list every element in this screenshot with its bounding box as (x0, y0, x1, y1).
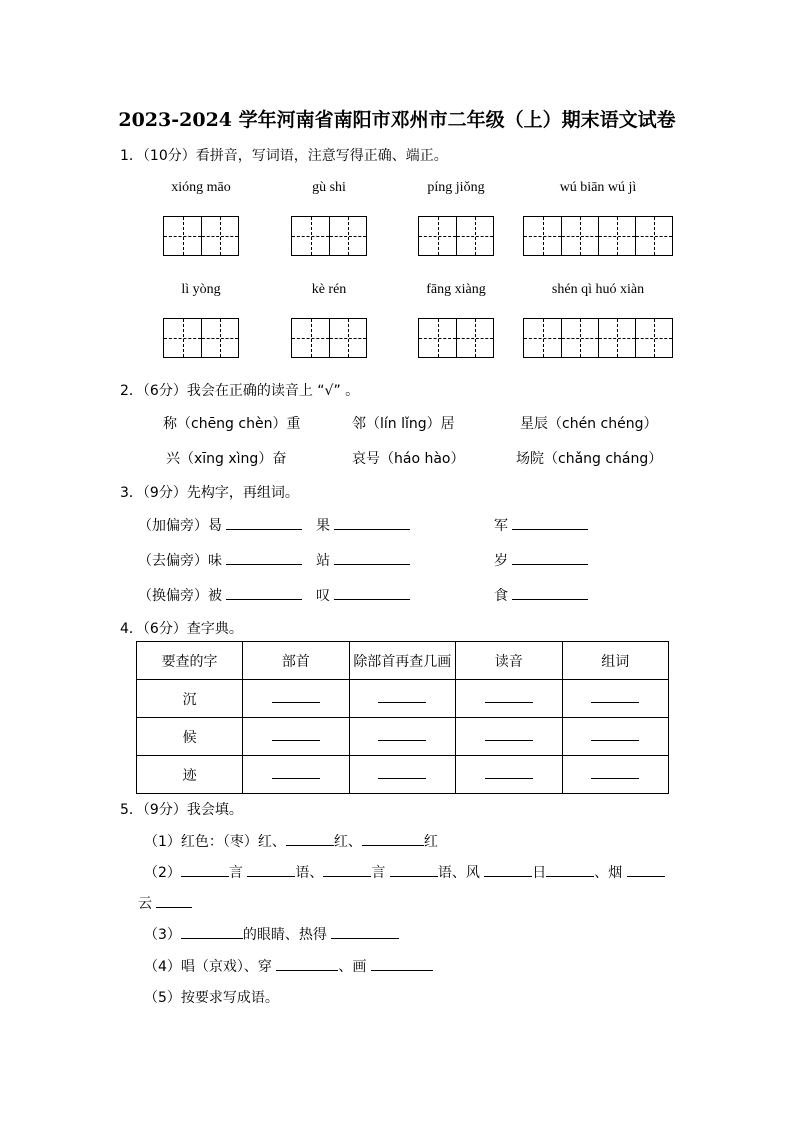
table-char: 沉 (137, 680, 243, 718)
answer-blank[interactable] (349, 756, 455, 794)
question-3-prompt: 3．（9分）先构字，再组词。 (120, 485, 299, 501)
radical-row-1-mid: 果 (316, 515, 410, 535)
fill-line-2: （2） 言 语、 言 语、风 日 、烟 (144, 862, 665, 882)
writing-grid-8[interactable] (523, 318, 673, 358)
table-header: 除部首再查几画 (349, 642, 455, 680)
pinyin-3: píng jiǒng (427, 180, 485, 195)
radical-row-2-label: （去偏旁）味 (138, 550, 302, 570)
radical-row-3-right: 食 (494, 585, 588, 605)
table-char: 迹 (137, 756, 243, 794)
pinyin-6: kè rén (311, 282, 347, 297)
radical-row-3-label: （换偏旁）被 (138, 585, 302, 605)
writing-grid-5[interactable] (163, 318, 239, 358)
answer-blank[interactable] (349, 718, 455, 756)
table-row (137, 718, 669, 756)
answer-blank[interactable] (562, 718, 669, 756)
table-header-row (137, 642, 669, 680)
writing-grid-4[interactable] (523, 216, 673, 256)
pronunciation-item[interactable]: 场院（chǎng cháng） (516, 451, 663, 467)
pinyin-5: lì yòng (181, 282, 221, 297)
pinyin-1: xióng māo (171, 180, 231, 195)
answer-blank[interactable] (562, 756, 669, 794)
pinyin-7: fāng xiàng (426, 282, 486, 297)
question-4-prompt: 4．（6分）查字典。 (120, 621, 243, 637)
question-5-prompt: 5．（9分）我会填。 (120, 802, 243, 818)
writing-grid-2[interactable] (291, 216, 367, 256)
answer-blank[interactable] (456, 756, 562, 794)
radical-row-1-right: 军 (494, 515, 588, 535)
table-header: 组词 (562, 642, 669, 680)
table-row (137, 680, 669, 718)
answer-blank[interactable] (243, 718, 349, 756)
pinyin-8: shén qì huó xiàn (551, 282, 645, 297)
table-char: 候 (137, 718, 243, 756)
table-row (137, 756, 669, 794)
radical-row-2-right: 岁 (494, 550, 588, 570)
fill-line-3: （3） 的眼睛、热得 (144, 924, 399, 944)
answer-blank[interactable] (456, 718, 562, 756)
table-header: 读音 (456, 642, 562, 680)
pronunciation-item[interactable]: 兴（xīng xìng）奋 (166, 451, 287, 467)
fill-line-2-cont: 云 (138, 893, 192, 913)
answer-blank[interactable] (349, 680, 455, 718)
radical-row-2-mid: 站 (316, 550, 410, 570)
answer-blank[interactable] (562, 680, 669, 718)
page-title: 2023-2024 学年河南省南阳市邓州市二年级（上）期末语文试卷 (118, 109, 676, 131)
answer-blank[interactable] (243, 680, 349, 718)
pronunciation-item[interactable]: 称（chēng chèn）重 (163, 416, 301, 432)
writing-grid-6[interactable] (291, 318, 367, 358)
answer-blank[interactable] (456, 680, 562, 718)
fill-line-1: （1）红色：（枣）红、 红、 红 (144, 831, 438, 851)
table-header: 要查的字 (137, 642, 243, 680)
answer-blank[interactable] (243, 756, 349, 794)
fill-line-4: （4）唱（京戏）、穿 、画 (144, 956, 433, 976)
pronunciation-item[interactable]: 哀号（háo hào） (352, 451, 465, 467)
question-1-prompt: 1．（10分）看拼音，写词语，注意写得正确、端正。 (120, 148, 448, 164)
writing-grid-3[interactable] (418, 216, 494, 256)
dictionary-table (136, 641, 669, 794)
pronunciation-item[interactable]: 邻（lín lǐng）居 (352, 416, 455, 432)
radical-row-1-label: （加偏旁）曷 (138, 515, 302, 535)
writing-grid-7[interactable] (418, 318, 494, 358)
radical-row-3-mid: 叹 (316, 585, 410, 605)
question-2-prompt: 2．（6分）我会在正确的读音上 “√” 。 (120, 383, 360, 399)
fill-line-5: （5）按要求写成语。 (144, 990, 279, 1006)
writing-grid-1[interactable] (163, 216, 239, 256)
table-header: 部首 (243, 642, 349, 680)
pinyin-4: wú biān wú jì (559, 180, 637, 195)
pinyin-2: gù shi (312, 180, 346, 195)
pronunciation-item[interactable]: 星辰（chén chéng） (520, 416, 658, 432)
